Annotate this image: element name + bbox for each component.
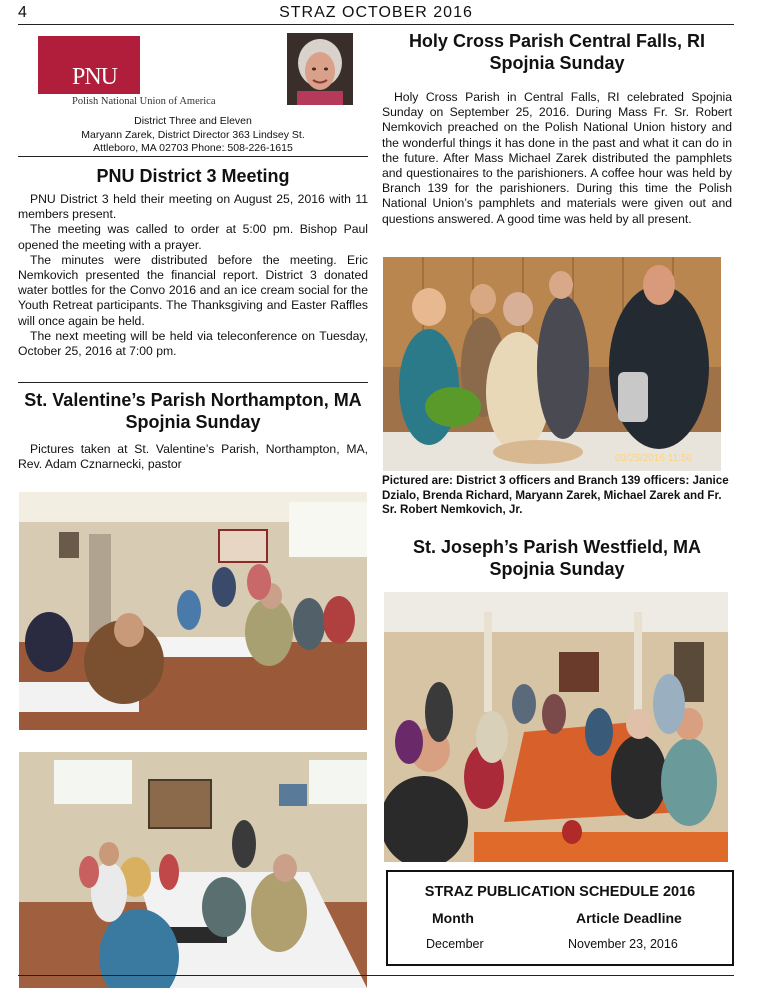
holy-cross-text: Holy Cross Parish in Central Falls, RI celebrated Spojnia Sunday on September 25, 2016. During Mass Fr. Sr. Robert Nemkovich preached on the Polish National Union history and the wonderful things it has done in the past and what it can do in the future. After Mass Michael Zarek distributed the pamphlets and questionaires to the parishioners. A coffee hour was held by Branch 139 for the parishioners. During this time the Polish National Union’s pamphlets and materials were given out and questions answered. A good time was held by all present. bbox=[382, 90, 732, 226]
st-joseph-title bbox=[382, 536, 732, 580]
st-valentine-photo-2 bbox=[19, 752, 367, 988]
schedule-month-header: Month bbox=[432, 910, 474, 926]
pnu-logo-caption: Polish National Union of America bbox=[72, 96, 216, 107]
district-meeting-paragraph: The minutes were distributed before the meeting. Eric Nemkovich presented the financial report. District 3 donated water bottles for the Convo 2016 and an ice cream social for the Youth Retreat participants. The Thanksgiving and Easter Raffles will once again be held. bbox=[18, 252, 368, 328]
publication-title: STRAZ OCTOBER 2016 bbox=[279, 4, 473, 21]
divider bbox=[18, 156, 368, 157]
st-joseph-title-line2: Spojnia Sunday bbox=[489, 559, 625, 579]
st-valentine-title-line2: Spojnia Sunday bbox=[125, 412, 261, 432]
district-meeting-paragraph: PNU District 3 held their meeting on August 25, 2016 with 11 members present. bbox=[18, 192, 368, 222]
divider bbox=[18, 382, 368, 383]
st-joseph-title-line1: St. Joseph’s Parish Westfield, MA bbox=[412, 537, 702, 557]
st-valentine-title bbox=[18, 389, 368, 433]
district-meeting-paragraph: The next meeting will be held via teleconference on Tuesday, October 25, 2016 at 7:00 pm. bbox=[18, 328, 368, 359]
bottom-divider bbox=[18, 975, 734, 976]
st-valentine-text: Pictures taken at St. Valentine’s Parish, Northampton, MA, Rev. Adam Cznarnecki, pastor bbox=[18, 442, 368, 472]
holy-cross-title-line2: Spojnia Sunday bbox=[489, 53, 625, 73]
holy-cross-photo bbox=[383, 257, 721, 471]
schedule-deadline-value: November 23, 2016 bbox=[568, 937, 678, 951]
page-header bbox=[18, 4, 734, 25]
st-valentine-photo-1 bbox=[19, 492, 367, 730]
st-valentine-title-line1: St. Valentine’s Parish Northampton, MA bbox=[24, 390, 362, 410]
district-info-line1: District Three and Eleven bbox=[134, 115, 252, 127]
pnu-logo-mark: PNU bbox=[72, 64, 118, 90]
pnu-logo bbox=[38, 36, 140, 94]
photo-timestamp: 09/25/2016 11:56 bbox=[615, 453, 693, 464]
holy-cross-title-line1: Holy Cross Parish Central Falls, RI bbox=[408, 31, 706, 51]
district-info bbox=[18, 115, 368, 156]
holy-cross-body bbox=[382, 90, 732, 227]
district-meeting-body bbox=[18, 192, 368, 359]
district-meeting-title: PNU District 3 Meeting bbox=[96, 166, 290, 186]
director-portrait bbox=[287, 33, 353, 105]
district-meeting-paragraph: The meeting was called to order at 5:00 pm. Bishop Paul opened the meeting with a prayer. bbox=[18, 222, 368, 252]
holy-cross-title bbox=[382, 30, 732, 74]
district-info-line2: Maryann Zarek, District Director 363 Lindsey St. bbox=[81, 128, 305, 141]
schedule-title: STRAZ PUBLICATION SCHEDULE 2016 bbox=[424, 884, 696, 900]
holy-cross-caption: Pictured are: District 3 officers and Branch 139 officers: Janice Dzialo, Brenda Richard, Maryann Zarek, Michael Zarek and Fr. Sr. Robert Nemkovich, Jr. bbox=[382, 474, 729, 516]
st-joseph-photo bbox=[384, 592, 728, 862]
schedule-deadline-header: Article Deadline bbox=[576, 910, 682, 926]
district-info-line3: Attleboro, MA 02703 Phone: 508-226-1615 bbox=[93, 142, 293, 154]
st-valentine-body bbox=[18, 442, 368, 472]
page-number: 4 bbox=[18, 4, 27, 21]
publication-schedule-box bbox=[386, 870, 734, 966]
schedule-month-value: December bbox=[426, 937, 484, 951]
